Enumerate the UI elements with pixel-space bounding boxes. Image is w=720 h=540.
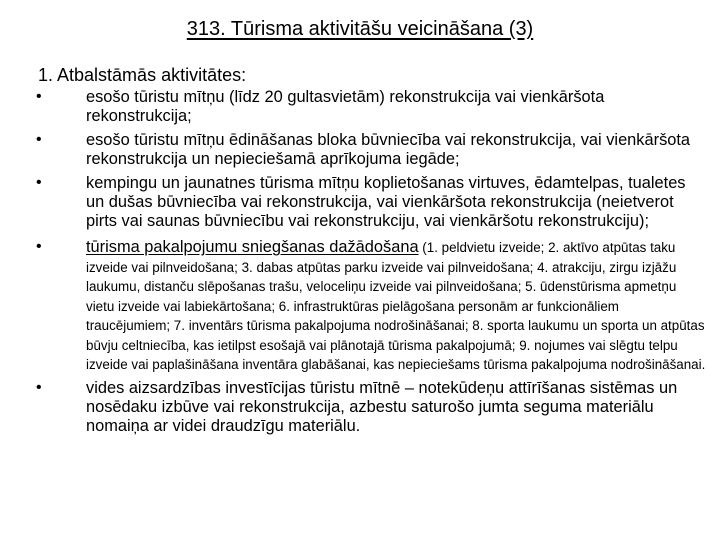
bullet-icon: • — [36, 88, 42, 105]
list-item — [0, 174, 720, 231]
activity-list — [0, 88, 720, 436]
list-item — [0, 379, 720, 436]
item-text: esošo tūristu mītņu (līdz 20 gultasvietām) rekonstrukcija vai vienkāršota rekonstrukcija; — [86, 88, 605, 125]
item-detail-text: (1. peldvietu izveide; 2. aktīvo atpūtas taku izveide vai pilnveidošana; 3. dabas atpūtas parku izveide vai pilnveidošana; 4. atrakciju, zirgu izjāžu laukumu, distanču slēpošanas trašu, veloceliņu izveide vai pilnveidošana; 5. ūdenstūrisma apmetņu vietu izveide vai labiekārtošana; 6. infrastruktūras pielāgošana personām ar funkcionāliem traucējumiem; 7. inventārs tūrisma pakalpojuma nodrošināšanai; 8. sporta laukumu un sporta un atpūtas būvju celtniecība, kas ietilpst esošajā vai plānotajā tūrisma pakalpojumā; 9. nojumes vai slēgtu telpu izveide vai paplašināšana inventāra glabāšanai, kas nepieciešams tūrisma pakalpojuma nodrošināšanai. — [86, 240, 706, 372]
item-text: esošo tūristu mītņu ēdināšanas bloka būvniecība vai rekonstrukcija, vai vienkāršota rekonstrukcija un nepieciešamā aprīkojuma iegāde; — [86, 131, 691, 168]
list-item — [0, 88, 720, 126]
item-text: kempingu un jaunatnes tūrisma mītņu koplietošanas virtuves, ēdamtelpas, tualetes un dušas būvniecība vai rekonstrukcija, vai vienkāršota rekonstrukcija (neietverot pirts vai saunas būvniecību vai rekonstrukciju, vai vienkāršotu rekonstrukciju); — [86, 174, 686, 230]
slide-title: 313. Tūrisma aktivitāšu veicināšana (3) — [186, 18, 534, 40]
bullet-icon: • — [36, 238, 42, 255]
list-item — [0, 238, 720, 375]
list-item — [0, 131, 720, 169]
item-lead-text: tūrisma pakalpojumu sniegšanas dažādošana — [86, 238, 419, 256]
item-text: vides aizsardzības investīcijas tūristu mītnē – notekūdeņu attīrīšanas sistēmas un nosēdaku izbūve vai rekonstrukcija, azbestu saturošo jumta seguma materiālu nomaiņa ar videi draudzīgu materiālu. — [86, 378, 678, 435]
bullet-icon: • — [36, 378, 42, 396]
bullet-icon: • — [36, 174, 42, 191]
section-heading: 1. Atbalstāmās aktivitātes: — [38, 65, 247, 85]
bullet-icon: • — [36, 131, 42, 148]
